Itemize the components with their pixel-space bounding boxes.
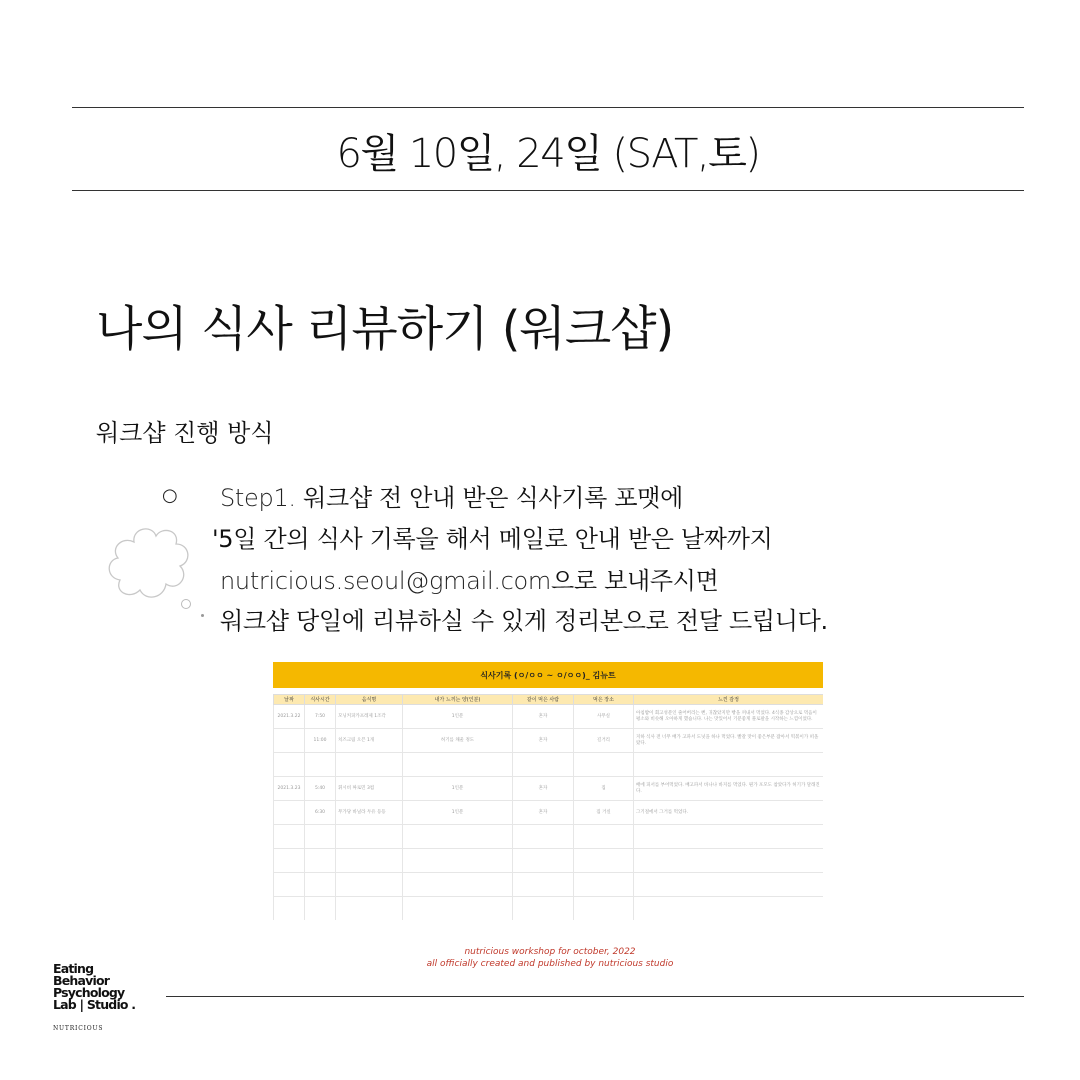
table-row <box>274 849 824 873</box>
table-cell <box>513 825 574 849</box>
table-cell <box>513 897 574 921</box>
table-cell <box>634 897 824 921</box>
dot-icon <box>201 614 204 617</box>
step-text: 워크샵 당일에 리뷰하실 수 있게 정리본으로 전달 드립니다. <box>220 607 828 635</box>
table-cell: 치즈크림 오븐 1개 <box>336 729 403 753</box>
table-cell <box>574 873 634 897</box>
table-row <box>274 705 824 729</box>
table-cell <box>513 873 574 897</box>
step-line-2 <box>212 519 772 554</box>
table-cell <box>336 873 403 897</box>
table-cell <box>305 873 336 897</box>
table-cell: 1인분 <box>403 801 513 825</box>
date-title: 6월 10일, 24일 (SAT,토) <box>336 131 760 177</box>
table-row <box>274 777 824 801</box>
table-cell <box>305 753 336 777</box>
step-line-1 <box>220 478 683 513</box>
step-label: Step1. <box>220 484 304 512</box>
header-divider <box>72 190 1024 191</box>
column-header: 날짜 <box>274 695 305 705</box>
step-text: 워크샵 전 안내 받은 식사기록 포맷에 <box>303 484 683 512</box>
table-cell: 집 거실 <box>574 801 634 825</box>
brand-logo <box>53 963 163 1011</box>
table-row <box>274 801 824 825</box>
table-cell <box>305 849 336 873</box>
logo-line: Psychology <box>53 985 125 1000</box>
step-line-4 <box>220 601 828 636</box>
table-cell: 길거리 <box>574 729 634 753</box>
column-header: 음식명 <box>336 695 403 705</box>
table-cell: 혼자 <box>513 777 574 801</box>
footer-credit <box>350 946 750 970</box>
footer-line-2: all officially created and published by nutricious studio <box>426 959 674 969</box>
table-cell <box>274 753 305 777</box>
logo-line: Eating <box>53 961 94 976</box>
table-header-row <box>274 695 824 705</box>
table-cell <box>574 897 634 921</box>
table-cell: 5:40 <box>305 777 336 801</box>
table-cell: 집 <box>574 777 634 801</box>
column-header: 먹은 장소 <box>574 695 634 705</box>
table-cell: 2021.3.23 <box>274 777 305 801</box>
table-cell <box>634 849 824 873</box>
small-circle-icon <box>181 599 191 609</box>
column-header: 내가 느끼는 양(인분) <box>403 695 513 705</box>
table-cell <box>634 873 824 897</box>
footer-line-1: nutricious workshop for october, 2022 <box>464 947 636 957</box>
table-cell: 1인분 <box>403 705 513 729</box>
table-cell: 6:30 <box>305 801 336 825</box>
table-cell: 그기절에서 그거를 먹었다. <box>634 801 824 825</box>
table-cell <box>574 849 634 873</box>
table-cell <box>336 825 403 849</box>
bullet-circle-icon: ○ <box>162 485 178 506</box>
table-cell <box>513 753 574 777</box>
table-cell <box>403 753 513 777</box>
table-cell <box>634 825 824 849</box>
table-cell: 혼자 <box>513 729 574 753</box>
table-row <box>274 897 824 921</box>
sheet-title: 식사기록 (ㅇ/ㅇㅇ ~ ㅇ/ㅇㅇ)_ 김뉴트 <box>273 662 823 688</box>
page-title: 나의 식사 리뷰하기 (워크샵) <box>96 301 674 357</box>
table-cell <box>274 897 305 921</box>
table-cell: 아침밥이 회고성분인 줄어버리는 뻔, 귀찮았지만 빵을 꺼내서 먹었다. 4식종 감상으로 먹음이 평소와 비슷해 오아하게 했습니다. 나는 맛있어서 기분좋게 풀로팔을 시작하는 느낌이었다. <box>634 705 824 729</box>
table-cell <box>513 849 574 873</box>
logo-line: Lab | Studio . <box>53 997 136 1012</box>
meal-record-table <box>273 694 823 920</box>
table-cell: 지하 식사 전 너무 배가 고파서 도넛을 하나 먹었다. 빨갈 맛이 좋은부분 잡아서 떡볶이가 떠올랐다. <box>634 729 824 753</box>
table-cell: 혼자 <box>513 705 574 729</box>
table-cell <box>403 897 513 921</box>
step-line-3 <box>220 561 719 596</box>
table-cell <box>336 849 403 873</box>
table-cell: 모닝커피카프레제 1조각 <box>336 705 403 729</box>
meal-record-sheet-image <box>273 662 823 920</box>
table-cell: 2021.3.22 <box>274 705 305 729</box>
table-cell <box>274 849 305 873</box>
table-cell <box>274 801 305 825</box>
email-address: nutricious.seoul@gmail.com <box>220 567 552 595</box>
table-cell: 배에 피서를 부어먹었다. 배고파서 바나나 바지를 먹었다. 뭔가 포모도 참았다가 허기가 달래진다. <box>634 777 824 801</box>
table-cell <box>305 897 336 921</box>
table-cell: 사무실 <box>574 705 634 729</box>
table-cell <box>274 825 305 849</box>
table-cell: 휘시비 짜로민 3컵 <box>336 777 403 801</box>
table-cell <box>634 753 824 777</box>
table-cell: 1인분 <box>403 777 513 801</box>
footer-divider <box>166 996 1024 997</box>
top-divider <box>72 107 1024 108</box>
table-cell <box>305 825 336 849</box>
table-cell <box>274 729 305 753</box>
step-text: 으로 보내주시면 <box>551 567 719 595</box>
table-cell: 무가당 바닐라 두유 등등 <box>336 801 403 825</box>
table-cell <box>403 873 513 897</box>
section-subheading: 워크샵 진행 방식 <box>96 419 274 447</box>
column-header: 같이 먹은 사람 <box>513 695 574 705</box>
cloud-icon <box>104 522 196 606</box>
table-cell <box>574 753 634 777</box>
column-header: 식사시간 <box>305 695 336 705</box>
table-cell <box>403 825 513 849</box>
table-cell <box>574 825 634 849</box>
table-cell <box>336 753 403 777</box>
table-cell: 허기를 채울 정도 <box>403 729 513 753</box>
column-header: 느낀 감정 <box>634 695 824 705</box>
table-row <box>274 753 824 777</box>
brand-subtitle: NUTRICIOUS <box>53 1025 104 1032</box>
logo-line: Behavior <box>53 973 110 988</box>
table-cell: 혼자 <box>513 801 574 825</box>
table-cell: 11:00 <box>305 729 336 753</box>
table-row <box>274 825 824 849</box>
table-cell <box>403 849 513 873</box>
table-cell <box>274 873 305 897</box>
table-cell <box>336 897 403 921</box>
table-cell: 7:50 <box>305 705 336 729</box>
table-row <box>274 873 824 897</box>
table-row <box>274 729 824 753</box>
step-text: '5일 간의 식사 기록을 해서 메일로 안내 받은 날짜까지 <box>212 525 773 553</box>
